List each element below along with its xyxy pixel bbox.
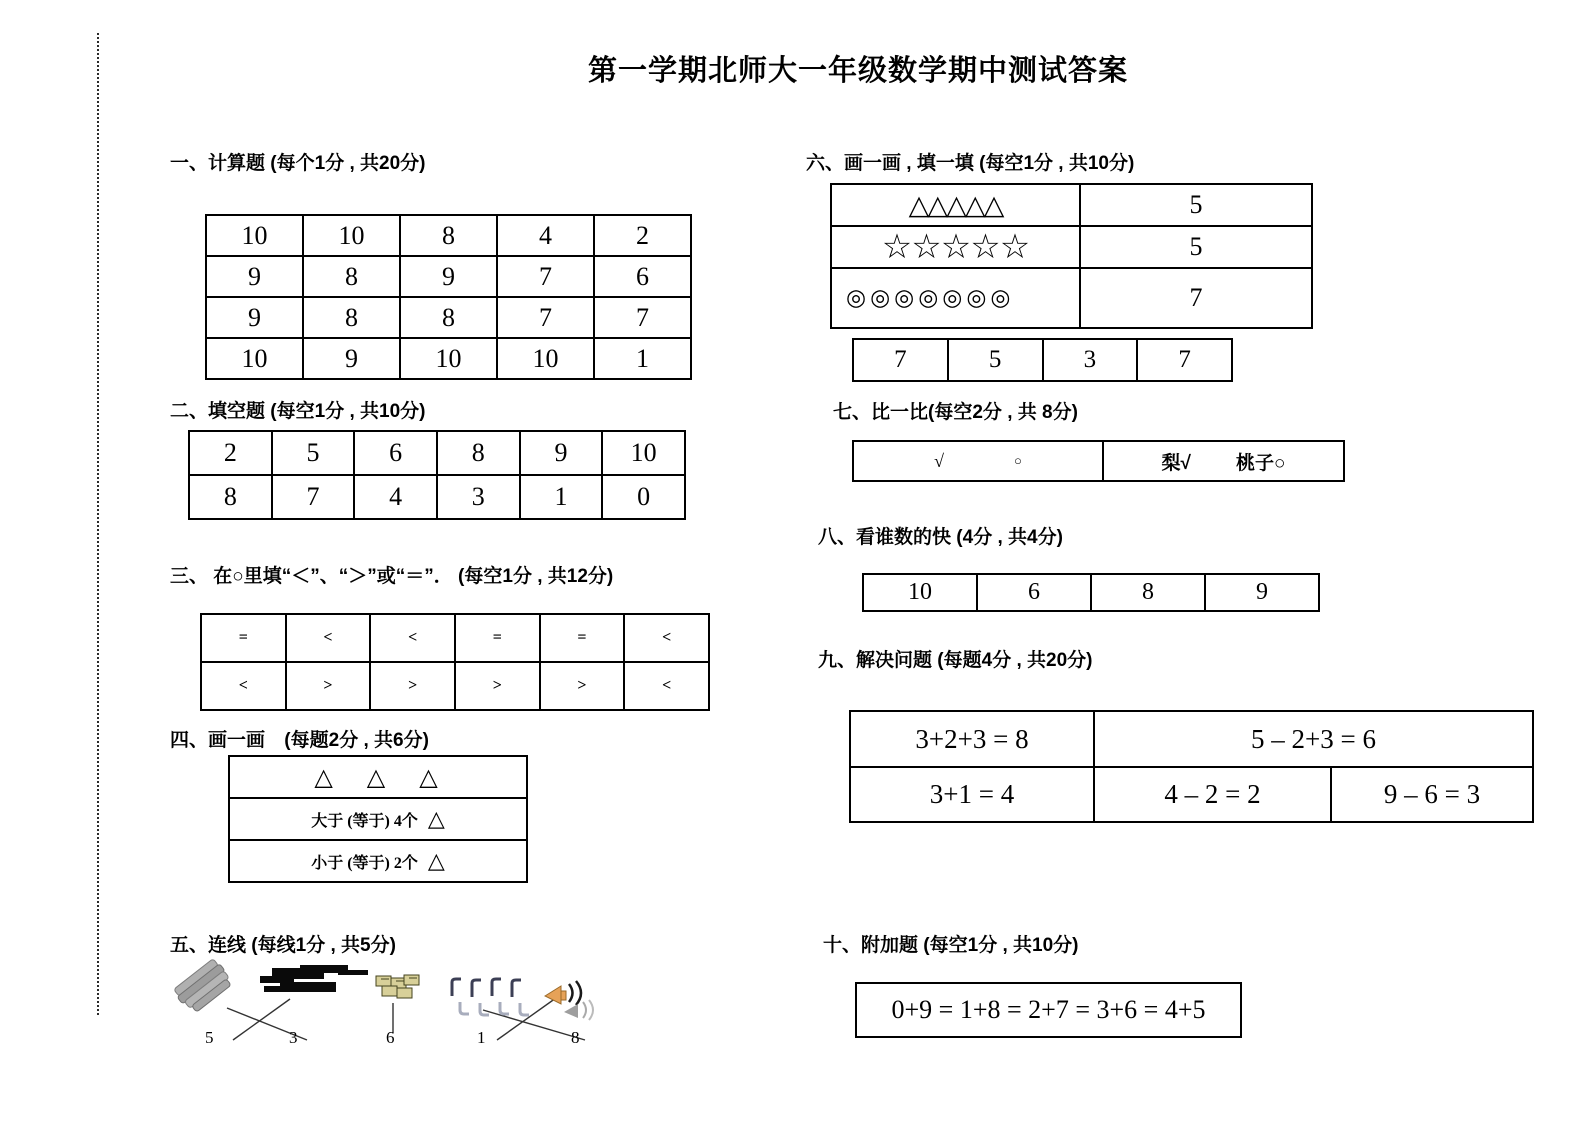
answer-cell: =	[455, 614, 540, 662]
table-row	[853, 339, 1232, 381]
answer-cell: 5	[272, 431, 355, 475]
answer-cell: 5	[948, 339, 1043, 381]
answer-cell: 0	[602, 475, 685, 519]
table-row	[206, 215, 691, 256]
table-row	[831, 226, 1312, 268]
equation-cell: 5 – 2+3 = 6	[1094, 711, 1533, 767]
black-shapes-clipart	[260, 965, 368, 992]
answer-cell: >	[286, 662, 371, 710]
triangle-shapes: △△△△△	[831, 184, 1080, 226]
section7-note: (每空2分 , 共 8分)	[928, 402, 1078, 423]
section3-answer-table	[200, 613, 710, 711]
table-row	[229, 756, 527, 798]
answer-cell: 7	[594, 297, 691, 338]
section6-note: (每空1分 , 共10分)	[979, 153, 1135, 174]
answer-cell: 9	[400, 256, 497, 297]
answer-cell: 10	[400, 338, 497, 379]
answer-cell: 9	[206, 297, 303, 338]
answer-cell: 10	[863, 574, 977, 611]
table-row	[229, 798, 527, 840]
count-cell: 7	[1080, 268, 1312, 328]
answer-cell: 7	[497, 297, 594, 338]
section10-title: 十、附加题	[823, 935, 919, 956]
section2-answer-table	[188, 430, 686, 520]
section7-title: 七、比一比	[833, 402, 929, 423]
answer-cell: <	[286, 614, 371, 662]
count-cell: 5	[1080, 184, 1312, 226]
section8-note: (4分 , 共4分)	[956, 527, 1063, 548]
answer-text: 小于 (等于) 2个	[311, 854, 418, 872]
gray-bundle-clipart	[172, 957, 234, 1015]
connection-lines	[227, 998, 585, 1040]
match-number: 8	[571, 1028, 580, 1047]
answer-cell: 2	[594, 215, 691, 256]
table-row	[189, 475, 685, 519]
section10-note: (每空1分 , 共10分)	[923, 935, 1079, 956]
answer-cell	[229, 840, 527, 882]
answer-cell: 10	[497, 338, 594, 379]
table-row	[206, 256, 691, 297]
circle-mark: ○	[1014, 453, 1022, 468]
answer-cell	[229, 798, 527, 840]
table-row	[229, 840, 527, 882]
answer-cell	[853, 441, 1103, 481]
answer-cell: 10	[206, 338, 303, 379]
section2-note: (每空1分 , 共10分)	[270, 401, 426, 422]
star-shapes: ☆☆☆☆☆	[831, 226, 1080, 268]
answer-cell: 10	[206, 215, 303, 256]
answer-cell: 1	[594, 338, 691, 379]
table-row	[206, 297, 691, 338]
section3-note: (每空1分 , 共12分)	[458, 566, 614, 587]
margin-dotted-line	[97, 33, 99, 1015]
answer-cell: 10	[303, 215, 400, 256]
answer-cell	[1103, 441, 1344, 481]
section10-heading	[823, 930, 1079, 957]
answer-cell: 9	[206, 256, 303, 297]
small-hooks-clipart	[452, 979, 521, 997]
answer-cell: 6	[977, 574, 1091, 611]
section7-heading	[833, 397, 1078, 424]
peach-answer: 桃子○	[1235, 452, 1286, 474]
answer-cell: 9	[520, 431, 603, 475]
match-number: 6	[386, 1028, 395, 1047]
section9-note: (每题4分 , 共20分)	[937, 650, 1093, 671]
answer-cell: <	[201, 662, 286, 710]
equation-cell: 4 – 2 = 2	[1094, 767, 1331, 822]
answer-cell: 6	[594, 256, 691, 297]
check-mark: √	[934, 450, 945, 471]
section3-title: 三、 在○里填“＜”、“＞”或“＝”．	[170, 566, 453, 587]
section9-heading	[818, 645, 1093, 672]
answer-cell: 7	[853, 339, 948, 381]
section7-answer-table	[852, 440, 1345, 482]
match-number: 3	[289, 1028, 298, 1047]
table-row	[206, 338, 691, 379]
answer-cell: 7	[1137, 339, 1232, 381]
answer-cell: 8	[437, 431, 520, 475]
answer-cell: 8	[303, 256, 400, 297]
triangle-icon: △	[427, 806, 445, 831]
triangle-row: △△△	[229, 756, 527, 798]
table-row	[831, 184, 1312, 226]
section4-heading	[170, 725, 429, 752]
section1-heading	[170, 148, 426, 175]
table-row	[201, 614, 709, 662]
answer-cell: >	[540, 662, 625, 710]
table-row	[831, 268, 1312, 328]
table-row	[189, 431, 685, 475]
answer-cell: 9	[1205, 574, 1319, 611]
answer-cell: 4	[497, 215, 594, 256]
section4-title: 四、画一画	[170, 730, 266, 751]
section1-title: 一、计算题	[170, 153, 266, 174]
answer-cell: >	[455, 662, 540, 710]
answer-cell: 8	[189, 475, 272, 519]
section2-heading	[170, 396, 426, 423]
answer-cell: 10	[602, 431, 685, 475]
section10-answer-box: 0+9 = 1+8 = 2+7 = 3+6 = 4+5	[855, 982, 1242, 1038]
answer-cell: >	[370, 662, 455, 710]
answer-cell: 8	[400, 215, 497, 256]
section4-note: (每题2分 , 共6分)	[284, 730, 429, 751]
equation-cell: 3+2+3 = 8	[850, 711, 1094, 767]
answer-cell: 3	[1043, 339, 1138, 381]
answer-cell: 2	[189, 431, 272, 475]
answer-cell: <	[624, 614, 709, 662]
answer-cell: 9	[303, 338, 400, 379]
table-row	[853, 441, 1344, 481]
table-row	[201, 662, 709, 710]
answer-cell: 7	[497, 256, 594, 297]
section9-title: 九、解决问题	[818, 650, 933, 671]
section6-bottom-table	[852, 338, 1233, 382]
answer-cell: 8	[303, 297, 400, 338]
answer-cell: 7	[272, 475, 355, 519]
answer-cell: 8	[400, 297, 497, 338]
answer-cell: <	[624, 662, 709, 710]
page-title: 第一学期北师大一年级数学期中测试答案	[588, 55, 1129, 87]
section3-heading	[170, 561, 613, 588]
answer-cell: 6	[354, 431, 437, 475]
section4-answer-table	[228, 755, 528, 883]
answer-text: 大于 (等于) 4个	[311, 812, 418, 830]
answer-cell: 8	[1091, 574, 1205, 611]
section1-note: (每个1分 , 共20分)	[270, 153, 426, 174]
count-cell: 5	[1080, 226, 1312, 268]
blocks-clipart	[376, 975, 419, 998]
section6-answer-table	[830, 183, 1313, 329]
equation-cell: 9 – 6 = 3	[1331, 767, 1533, 822]
section6-title: 六、画一画 , 填一填	[806, 153, 974, 174]
section8-heading	[818, 522, 1063, 549]
section8-title: 八、看谁数的快	[818, 527, 952, 548]
triangle-icon: △	[427, 848, 445, 873]
answer-cell: 3	[437, 475, 520, 519]
table-row	[863, 574, 1319, 611]
answer-cell: <	[370, 614, 455, 662]
equation-cell: 3+1 = 4	[850, 767, 1094, 822]
table-row	[850, 767, 1533, 822]
section9-answer-table	[849, 710, 1534, 823]
matching-clipart-graphic	[160, 950, 640, 1060]
section8-answer-table	[862, 573, 1320, 612]
section2-title: 二、填空题	[170, 401, 266, 422]
section5-title: 五、连线	[170, 935, 247, 956]
circle-shapes: ◎◎◎◎◎◎◎	[831, 268, 1080, 328]
match-number: 1	[477, 1028, 486, 1047]
match-number: 5	[205, 1028, 214, 1047]
table-row	[850, 711, 1533, 767]
answer-cell: 4	[354, 475, 437, 519]
section5-note: (每线1分 , 共5分)	[251, 935, 396, 956]
answer-cell: =	[201, 614, 286, 662]
section1-answer-table	[205, 214, 692, 380]
answer-cell: 1	[520, 475, 603, 519]
pear-answer: 梨√	[1161, 452, 1191, 474]
answer-cell: =	[540, 614, 625, 662]
section6-heading	[806, 148, 1134, 175]
